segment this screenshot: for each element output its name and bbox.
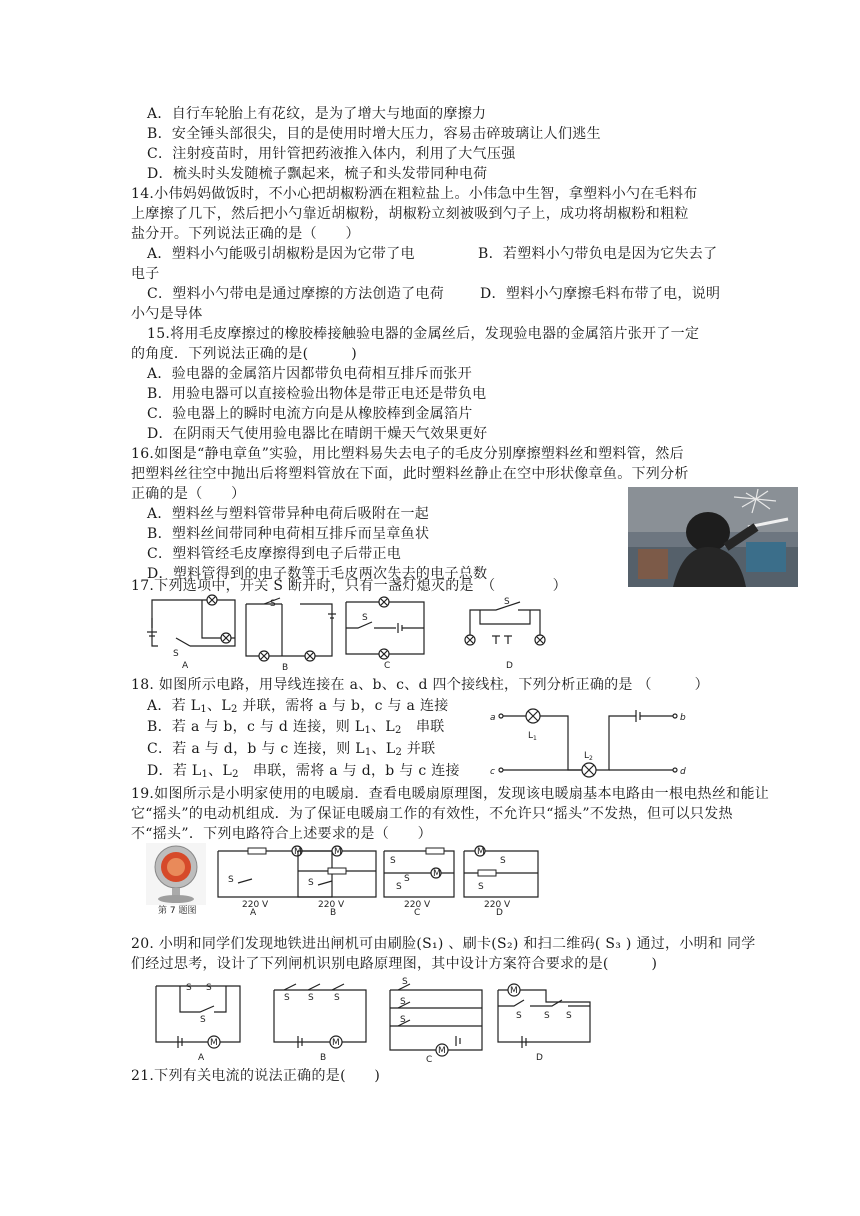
- svg-text:S: S: [390, 856, 396, 866]
- q20-label-d: D: [536, 1053, 543, 1063]
- q17-switch-s-b: S: [270, 599, 276, 609]
- q19-stem-line2: 它“摇头”的电动机组成．为了保证电暖扇工作的有效性，不允许只“摇头”不发热，但可以只发热: [131, 806, 733, 822]
- q20-stem-line1: 20. 小明和同学们发现地铁进出闸机可由刷脸(S₁) 、刷卡(S₂) 和扫二维码( S₃ ) 通过，小明和 同学: [131, 936, 756, 952]
- svg-text:220 V: 220 V: [404, 900, 431, 910]
- q20-stem-line2: 们经过思考，设计了下列闸机识别电路原理图，其中设计方案符合要求的是( ): [131, 956, 658, 972]
- q19-label-d: D: [496, 908, 503, 918]
- q14-stem-line1: 14.小伟妈妈做饭时，不小心把胡椒粉洒在粗粒盐上。小伟急中生智，拿塑料小勺在毛料布: [131, 186, 698, 202]
- q21-stem: 21.下列有关电流的说法正确的是( ): [131, 1068, 381, 1084]
- q15-option-b: B．用验电器可以直接检验出物体是带正电还是带负电: [147, 386, 487, 402]
- svg-text:M: M: [433, 869, 441, 879]
- q18-lamp-l2-label: $L_2$: [584, 751, 593, 762]
- q18-option-d: D．若 $L_1$、$L_2$ 串联，需将 a 与 d，b 与 c 连接: [147, 763, 460, 780]
- q18-circuit-diagram: [488, 706, 698, 778]
- svg-text:S: S: [284, 993, 290, 1003]
- q17-label-c: C: [384, 661, 391, 671]
- svg-text:S: S: [308, 993, 314, 1003]
- q17-label-b: B: [282, 663, 289, 673]
- q16-option-c: C．塑料管经毛皮摩擦得到电子后带正电: [147, 546, 402, 562]
- q19-heater-and-circuits: [142, 843, 542, 917]
- q19-stem-line3: 不“摇头”．下列电路符合上述要求的是（ ）: [131, 826, 432, 842]
- svg-text:S: S: [400, 997, 406, 1007]
- q14-option-c: C．塑料小勺带电是通过摩擦的方法创造了电荷: [147, 286, 445, 302]
- svg-text:M: M: [334, 847, 342, 857]
- q14-option-b-line2: 电子: [131, 266, 160, 282]
- q16-stem-line2: 把塑料丝往空中抛出后将塑料管放在下面，此时塑料丝静止在空中形状像章鱼。下列分析: [131, 466, 689, 482]
- q16-option-a: A．塑料丝与塑料管带异种电荷后吸附在一起: [147, 506, 430, 522]
- q19-label-b: B: [330, 908, 337, 918]
- q19-label-a: A: [250, 908, 257, 918]
- q15-option-c: C．验电器上的瞬时电流方向是从橡胶棒到金属箔片: [147, 406, 473, 422]
- svg-text:S: S: [200, 1015, 206, 1025]
- q16-option-b: B．塑料丝间带同种电荷相互排斥而呈章鱼状: [147, 526, 430, 542]
- svg-text:S: S: [404, 874, 410, 884]
- q13-option-c: C．注射疫苗时，用针管把药液推入体内，利用了大气压强: [147, 146, 516, 162]
- q18-terminal-d: d: [680, 767, 686, 777]
- q18-terminal-c: c: [490, 767, 495, 777]
- svg-text:220 V: 220 V: [318, 900, 345, 910]
- q19-caption: 第 7 题图: [158, 906, 197, 916]
- svg-text:S: S: [516, 1011, 522, 1021]
- q20-label-b: B: [320, 1053, 327, 1063]
- q20-label-a: A: [198, 1053, 205, 1063]
- q13-option-a: A．自行车轮胎上有花纹，是为了增大与地面的摩擦力: [147, 106, 487, 122]
- svg-text:S: S: [400, 1015, 406, 1025]
- svg-text:S: S: [186, 983, 192, 993]
- q14-option-d-line1: D．塑料小勺摩擦毛料布带了电，说明: [480, 286, 721, 302]
- q18-option-c: C．若 a 与 d，b 与 c 连接，则 $L_1$、$L_2$ 并联: [147, 741, 436, 758]
- q18-terminal-a: a: [490, 713, 496, 723]
- static-octopus-photo: [628, 487, 798, 587]
- svg-text:S: S: [334, 993, 340, 1003]
- q18-stem: 18. 如图所示电路，用导线连接在 a、b、c、d 四个接线柱，下列分析正确的是 （ ）: [131, 677, 709, 693]
- electric-heater-image: [146, 843, 206, 905]
- q18-terminal-b: b: [680, 713, 686, 723]
- svg-text:M: M: [210, 1038, 218, 1048]
- q19-stem-line1: 19.如图所示是小明家使用的电暖扇．查看电暖扇原理图，发现该电暖扇基本电路由一根电热丝和能让: [131, 786, 770, 802]
- q17-circuit-diagrams: [140, 596, 540, 672]
- q19-label-c: C: [414, 908, 421, 918]
- q18-option-b: B．若 a 与 b，c 与 d 连接，则 $L_1$、$L_2$ 串联: [147, 719, 445, 736]
- q14-stem-line2: 上摩擦了几下，然后把小勺靠近胡椒粉，胡椒粉立刻被吸到勺子上，成功将胡椒粉和粗粒: [131, 206, 689, 222]
- q18-lamp-l1-label: $L_1$: [528, 731, 537, 742]
- q19-voltage-a: 220 V: [242, 900, 269, 910]
- svg-text:S: S: [544, 1011, 550, 1021]
- q13-option-d: D．梳头时头发随梳子飘起来，梳子和头发带同种电荷: [147, 166, 488, 182]
- q17-switch-s-c: S: [362, 613, 368, 623]
- q17-stem: 17.下列选项中，开关 S 断开时，只有一盏灯熄灭的是 （ ）: [131, 578, 567, 594]
- q17-label-a: A: [182, 661, 189, 671]
- svg-text:M: M: [332, 1038, 340, 1048]
- svg-text:M: M: [438, 1046, 446, 1056]
- svg-text:S: S: [500, 856, 506, 866]
- q14-option-a: A．塑料小勺能吸引胡椒粉是因为它带了电: [147, 246, 415, 262]
- q14-option-b-line1: B．若塑料小勺带负电是因为它失去了: [478, 246, 718, 262]
- svg-text:S: S: [206, 983, 212, 993]
- svg-text:M: M: [477, 847, 485, 857]
- q14-option-d-line2: 小勺是导体: [131, 306, 203, 322]
- svg-text:S: S: [402, 977, 408, 987]
- q15-option-a: A．验电器的金属箔片因都带负电荷相互排斥而张开: [147, 366, 473, 382]
- q13-option-b: B．安全锤头部很尖，目的是使用时增大压力，容易击碎玻璃让人们逃生: [147, 126, 601, 142]
- svg-text:S: S: [478, 882, 484, 892]
- q17-label-d: D: [506, 661, 513, 671]
- q20-gate-circuit-diagrams: [150, 976, 590, 1065]
- q18-option-a: A．若 $L_1$、$L_2$ 并联，需将 a 与 b，c 与 a 连接: [147, 698, 449, 715]
- svg-text:S: S: [566, 1011, 572, 1021]
- svg-text:S: S: [396, 882, 402, 892]
- q15-stem-line2: 的角度．下列说法正确的是( ): [131, 346, 358, 362]
- svg-text:M: M: [510, 986, 518, 996]
- svg-text:M: M: [294, 847, 302, 857]
- q17-switch-s-a: S: [173, 649, 179, 659]
- q16-option-d: D．塑料管得到的电子数等于毛皮两次失去的电子总数: [147, 566, 488, 582]
- svg-text:220 V: 220 V: [484, 900, 511, 910]
- svg-text:S: S: [228, 875, 234, 885]
- q20-label-c: C: [426, 1055, 433, 1065]
- svg-text:S: S: [308, 878, 314, 888]
- q14-stem-line3: 盐分开。下列说法正确的是（ ）: [131, 226, 360, 242]
- q16-stem-line1: 16.如图是“静电章鱼”实验，用比塑料易失去电子的毛皮分别摩擦塑料丝和塑料管，然后: [131, 446, 684, 462]
- q17-switch-s-d: S: [504, 597, 510, 607]
- q16-stem-line3: 正确的是（ ）: [131, 486, 246, 502]
- q15-stem-line1: 15.将用毛皮摩擦过的橡胶棒接触验电器的金属丝后，发现验电器的金属箔片张开了一定: [147, 326, 700, 342]
- q15-option-d: D．在阴雨天气使用验电器比在晴朗干燥天气效果更好: [147, 426, 488, 442]
